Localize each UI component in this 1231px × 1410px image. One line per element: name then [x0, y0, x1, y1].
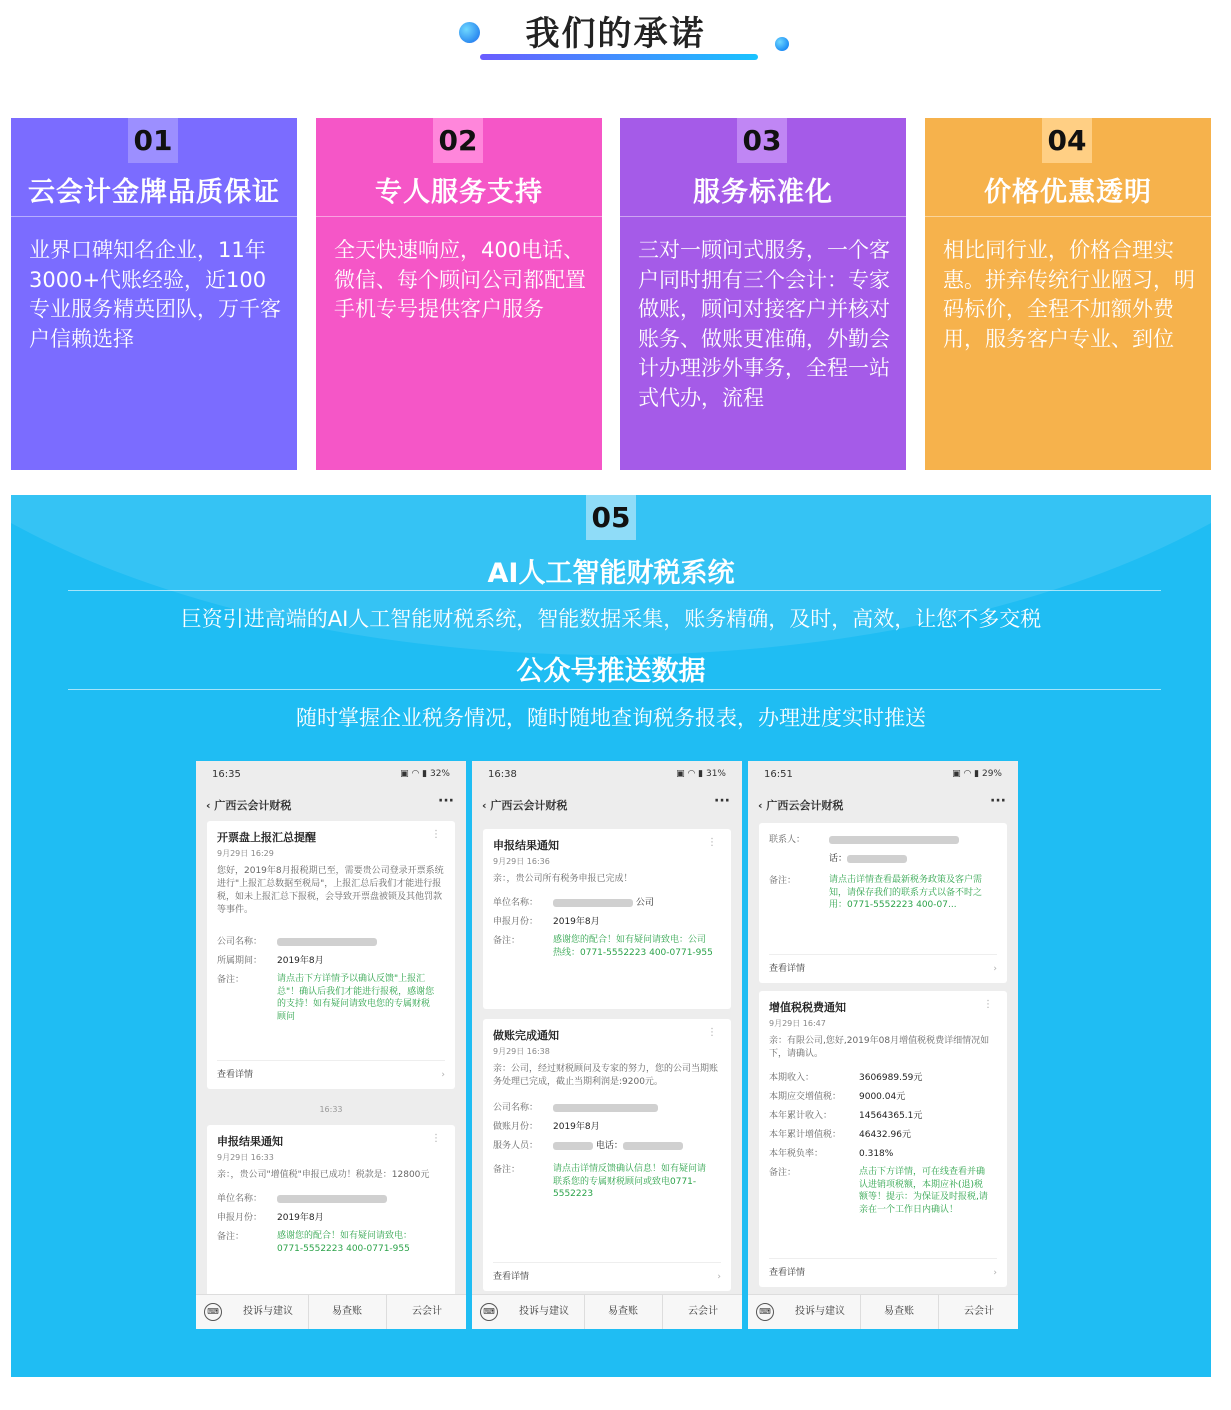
- status-bar: [196, 761, 466, 789]
- push-title: 公众号推送数据: [516, 656, 706, 687]
- field-label: 公司名称：: [493, 1103, 539, 1113]
- keyboard-icon[interactable]: ⌨: [480, 1303, 498, 1321]
- section-header: [0, 0, 1231, 80]
- message-title: 开票盘上报汇总提醒: [217, 831, 316, 844]
- divider: [68, 689, 1161, 690]
- push-subtitle: 随时掌握企业税务情况，随时随地查询税务报表，办理进度实时推送: [296, 706, 926, 730]
- message-date: 9月29日 16:36: [493, 857, 550, 866]
- field-label: 申报月份：: [217, 1213, 263, 1223]
- card-divider: [316, 216, 602, 217]
- more-icon[interactable]: ···: [438, 793, 454, 809]
- field-value: 2019年8月: [277, 956, 324, 966]
- title-underline: [480, 54, 758, 60]
- menu-complaint[interactable]: 投诉与建议: [795, 1306, 845, 1317]
- menu-complaint[interactable]: 投诉与建议: [243, 1306, 293, 1317]
- page-title: 我们的承诺: [525, 14, 706, 54]
- chat-title: 广西云会计财税: [490, 799, 568, 812]
- menu-check-account[interactable]: 易查账: [860, 1295, 937, 1329]
- message-body: 您好，2019年8月报税期已至，需要贵公司登录开票系统进行"上报汇总数据至税局"，上报汇总后我们才能进行报税，如未上报汇总下报税，会导致开票盘被锁及其他罚款等事件。: [217, 866, 444, 915]
- field-value: 2019年8月: [277, 1213, 324, 1223]
- menu-cloud-accounting[interactable]: 云会计: [386, 1295, 466, 1329]
- status-icons: ▣ ◠ ▮ 32%: [400, 769, 450, 779]
- field-label: 本年累计增值税：: [769, 1130, 842, 1140]
- view-details-link[interactable]: 查看详情 ›: [217, 1060, 445, 1089]
- menu-icon[interactable]: ⋮: [431, 829, 441, 840]
- field-label: 做账月份：: [493, 1122, 539, 1132]
- card-text: 全天快速响应，400电话、微信、每个顾问公司都配置手机专号提供客户服务: [334, 238, 586, 321]
- status-time: 16:35: [212, 769, 241, 780]
- card-number: 01: [128, 118, 178, 163]
- card-divider: [620, 216, 906, 217]
- message-card: [207, 821, 455, 1089]
- field-note: 点击下方详情，可在线查看并确认进销项税额，本期应补(退)税额等！提示：为保证及时报税,请亲在一个工作日内确认！: [859, 1167, 988, 1215]
- menu-icon[interactable]: ⋮: [983, 999, 993, 1010]
- message-body: 亲：，贵公司"增值税"申报已成功！税款是：12800元: [217, 1170, 430, 1180]
- message-title: 做账完成通知: [493, 1029, 559, 1042]
- back-icon[interactable]: ‹: [758, 799, 763, 812]
- chat-title: 广西云会计财税: [214, 799, 292, 812]
- field-value: 2019年8月: [553, 917, 600, 927]
- message-date: 9月29日 16:47: [769, 1019, 826, 1028]
- menu-check-account[interactable]: 易查账: [584, 1295, 661, 1329]
- message-title: 申报结果通知: [217, 1135, 283, 1148]
- field-label: 服务人员：: [493, 1141, 539, 1151]
- menu-cloud-accounting[interactable]: 云会计: [662, 1295, 742, 1329]
- status-bar: [472, 761, 742, 789]
- card-text: 三对一顾问式服务，一个客户同时拥有三个会计：专家做账，顾问对接客户并核对账务、做账更准确，外勤会计办理涉外事务，全程一站式代办，流程: [638, 238, 890, 410]
- field-note: 感谢您的配合！如有疑问请致电：公司热线：0771-5552223 400-0771-955: [553, 935, 713, 958]
- message-card: [759, 991, 1007, 1287]
- field-label: 备注：: [769, 876, 797, 886]
- field-label: 备注：: [769, 1168, 797, 1178]
- card-divider: [925, 216, 1211, 217]
- message-date: 9月29日 16:29: [217, 849, 274, 858]
- bottom-menu: [472, 1294, 742, 1329]
- card-title: 云会计金牌品质保证: [28, 177, 280, 208]
- message-title: 申报结果通知: [493, 839, 559, 852]
- field-label: 本期应交增值税：: [769, 1092, 842, 1102]
- message-card: 联系人： 话： 备注： 请点击详情查看最新税务政策及客户需知，请保存我们的联系方式以备不时之用：0771-5552223 400-07... 查看详情 ›: [759, 823, 1007, 983]
- more-icon[interactable]: ···: [990, 793, 1006, 809]
- chevron-right-icon: ›: [993, 964, 997, 974]
- message-card: 做账完成通知 ⋮ 9月29日 16:38 亲：公司，经过财税顾问及专家的努力，您的公司当期账务处理已完成，截止当期利润是:9200元。 公司名称： 做账月份： 2019年8月 服务人员： 电话： 备注： 请点击详情反馈确认信息！如有疑问请联系您的专属财税顾问或致电0771-5552223 查看详情 ›: [483, 1019, 731, 1291]
- back-icon[interactable]: ‹: [482, 799, 487, 812]
- bottom-menu: [196, 1294, 466, 1329]
- field-label: 备注：: [217, 1232, 245, 1242]
- message-card: 申报结果通知 ⋮ 9月29日 16:36 亲：，贵公司所有税务申报已完成！ 单位名称： 公司 申报月份： 2019年8月 备注： 感谢您的配合！如有疑问请致电：公司热线：0771-5552223 400-0771-955: [483, 829, 731, 1009]
- divider: [68, 590, 1161, 591]
- menu-icon[interactable]: ⋮: [431, 1133, 441, 1144]
- card-number: 04: [1042, 118, 1092, 163]
- field-note: 请点击详情反馈确认信息！如有疑问请联系您的专属财税顾问或致电0771-5552223: [553, 1164, 707, 1199]
- field-label: 本年累计收入：: [769, 1111, 833, 1121]
- field-label: 申报月份：: [493, 917, 539, 927]
- ai-section: [11, 495, 1211, 1377]
- menu-cloud-accounting[interactable]: 云会计: [938, 1295, 1018, 1329]
- status-time: 16:38: [488, 769, 517, 780]
- field-label: 备注：: [493, 1165, 521, 1175]
- chat-nav-bar: [748, 789, 1018, 817]
- message-date: 9月29日 16:33: [217, 1153, 274, 1162]
- card-number: 05: [586, 495, 636, 540]
- promise-card-3: [620, 118, 906, 470]
- phone-screenshot-1: [196, 761, 466, 1329]
- field-label: 本期收入：: [769, 1073, 815, 1083]
- chat-timestamp: 16:33: [319, 1105, 343, 1114]
- card-number: 02: [433, 118, 483, 163]
- more-icon[interactable]: ···: [714, 793, 730, 809]
- menu-check-account[interactable]: 易查账: [308, 1295, 385, 1329]
- menu-icon[interactable]: ⋮: [707, 837, 717, 848]
- phone-screenshot-3: [748, 761, 1018, 1329]
- message-date: 9月29日 16:38: [493, 1047, 550, 1056]
- chevron-right-icon: ›: [717, 1272, 721, 1282]
- field-label: 本年税负率：: [769, 1149, 824, 1159]
- message-body: 亲：，贵公司所有税务申报已完成！: [493, 874, 633, 884]
- field-label: 公司名称：: [217, 937, 263, 947]
- field-note: 请点击下方详情予以确认反馈"上报汇总"！确认后我们才能进行报税，感谢您的支持！如有疑问请致电您的专属财税顾问: [277, 974, 435, 1022]
- message-title: 增值税税费通知: [769, 1001, 846, 1014]
- promise-card-1: [11, 118, 297, 470]
- decor-dot-right: [775, 37, 789, 51]
- bottom-menu: [748, 1294, 1018, 1329]
- message-card: [207, 1125, 455, 1300]
- field-label: 联系人：: [769, 835, 806, 845]
- chevron-right-icon: ›: [441, 1070, 445, 1080]
- card-title: 专人服务支持: [375, 177, 543, 208]
- message-body: 亲：有限公司,您好,2019年08月增值税税费详细情况如下，请确认。: [769, 1036, 990, 1059]
- back-icon[interactable]: ‹: [206, 799, 211, 812]
- chat-nav-bar: [472, 789, 742, 817]
- field-label: 备注：: [493, 936, 521, 946]
- status-time: 16:51: [764, 769, 793, 780]
- view-details-link[interactable]: 查看详情 ›: [493, 1262, 721, 1291]
- promise-card-4: [925, 118, 1211, 470]
- keyboard-icon[interactable]: ⌨: [204, 1303, 222, 1321]
- card-number: 03: [737, 118, 787, 163]
- view-details-link[interactable]: 查看详情 ›: [769, 954, 997, 983]
- promise-card-2: [316, 118, 602, 470]
- status-icons: ▣ ◠ ▮ 29%: [952, 769, 1002, 779]
- field-value: 14564365.1元: [859, 1111, 923, 1121]
- card-text: 业界口碑知名企业，11年3000+代账经验，近100专业服务精英团队，万千客户信赖选择: [29, 238, 281, 351]
- field-value: 2019年8月: [553, 1122, 600, 1132]
- field-value: 46432.96元: [859, 1130, 911, 1140]
- field-label: 单位名称：: [217, 1194, 263, 1204]
- field-label: 备注：: [217, 975, 245, 985]
- field-value: 0.318%: [859, 1149, 894, 1159]
- menu-complaint[interactable]: 投诉与建议: [519, 1306, 569, 1317]
- field-note: 请点击详情查看最新税务政策及客户需知，请保存我们的联系方式以备不时之用：0771-5552223 400-07...: [829, 875, 983, 910]
- ai-subtitle: 巨资引进高端的AI人工智能财税系统，智能数据采集，账务精确，及时，高效，让您不多交税: [180, 607, 1042, 631]
- view-details-link[interactable]: 查看详情 ›: [769, 1258, 997, 1287]
- status-icons: ▣ ◠ ▮ 31%: [676, 769, 726, 779]
- chat-title: 广西云会计财税: [766, 799, 844, 812]
- card-divider: [11, 216, 297, 217]
- menu-icon[interactable]: ⋮: [707, 1027, 717, 1038]
- status-bar: [748, 761, 1018, 789]
- card-text: 相比同行业，价格合理实惠。拼弃传统行业陋习，明码标价，全程不加额外费用，服务客户专业、到位: [943, 238, 1195, 351]
- card-title: 价格优惠透明: [984, 177, 1152, 208]
- chat-nav-bar: [196, 789, 466, 817]
- keyboard-icon[interactable]: ⌨: [756, 1303, 774, 1321]
- card-title: 服务标准化: [693, 177, 833, 208]
- message-body: 亲：公司，经过财税顾问及专家的努力，您的公司当期账务处理已完成，截止当期利润是:9200元。: [493, 1064, 719, 1087]
- chevron-right-icon: ›: [993, 1268, 997, 1278]
- field-label: 单位名称：: [493, 898, 539, 908]
- field-note: 感谢您的配合！如有疑问请致电：0771-5552223 400-0771-955: [277, 1231, 413, 1254]
- field-value: 3606989.59元: [859, 1073, 923, 1083]
- phone-screenshot-2: [472, 761, 742, 1329]
- field-value: 9000.04元: [859, 1092, 906, 1102]
- field-label: 所属期间：: [217, 956, 263, 966]
- ai-title: AI人工智能财税系统: [487, 558, 735, 589]
